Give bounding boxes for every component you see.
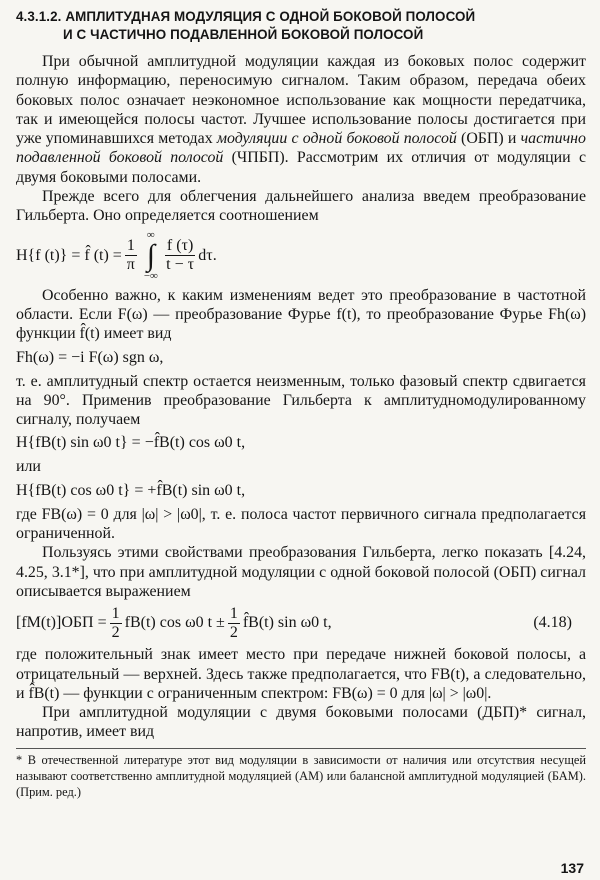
paragraph-hilbert-intro: Прежде всего для облегчения дальнейшего анализа введем преобразование Гильберта. Оно определяется соотношением <box>16 188 586 225</box>
word-or: или <box>16 458 41 476</box>
equation-hilbert-sin: H{fB(t) sin ω0 t} = −f̂B(t) cos ω0 t, <box>16 434 246 452</box>
para1-text-a: При обычной амплитудной модуляции каждая из боковых полос содержит полную информацию, переносимую сигналом. Таким образом, передача обеих боковых полос означает неэкономное использование как мощности передатчика, так и имеющейся полосы частот. Лучшее использование полосы достигается при уже упоминавшихся методах <box>16 53 586 148</box>
section-heading <box>16 8 586 44</box>
section-number: 4.3.1.2. <box>16 9 62 24</box>
equation-fourier: Fh(ω) = −i F(ω) sgn ω, <box>16 348 164 366</box>
fraction-half-1: $\frac{1}{2}$ <box>111 604 120 641</box>
section-title-line1: АМПЛИТУДНАЯ МОДУЛЯЦИЯ С ОДНОЙ БОКОВОЙ ПОЛОСОЙ <box>65 9 476 24</box>
fraction-one-over-pi: $\frac{1}{\pi}$ <box>126 237 135 274</box>
equation-ssb <box>16 601 586 645</box>
equation-number: (4.18) <box>533 614 572 632</box>
hilbert-tail: dτ. <box>198 246 217 264</box>
para1-text-c: (ЧПБП). Рассмотрим их отличия от модуляции с двумя боковыми полосами. <box>16 149 587 186</box>
paragraph-frequency-domain: Особенно важно, к каким изменениям ведет это преобразование в частотной области. Если F(ω) — преобразование Фурье f(t), то преобразование Фурье Fh(ω) функции f̂(t) имеет вид <box>16 286 586 343</box>
paragraph-dsb-intro: При амплитудной модуляции с двумя боковыми полосами (ДБП)* сигнал, напротив, имеет вид <box>16 704 586 741</box>
equation-hilbert <box>16 226 586 286</box>
integral-sign: ∞ ∫ −∞ <box>143 228 158 282</box>
paragraph-band-limited: где FB(ω) = 0 для |ω| > |ω0|, т. е. полоса частот первичного сигнала предполагается ограниченной. <box>16 505 586 543</box>
paragraph-ssb-intro: Пользуясь этими свойствами преобразования Гильберта, легко показать [4.24, 4.25, 3.1*], что при амплитудной модуляции с одной боковой полосой (ОБП) сигнал описывается выражением <box>16 544 586 600</box>
page-number: 137 <box>560 860 584 876</box>
paragraph-sign-meaning: где положительный знак имеет место при передаче нижней боковой полосы, а отрицательный — верхней. Здесь также предполагается, что FB(t), а следовательно, и f̂B(t) — функции с ограниченным спектром: FB(ω) = 0 для |ω| > |ω0|. <box>16 646 586 702</box>
ssb-tail: f̂B(t) sin ω0 t, <box>242 614 332 632</box>
equation-hilbert-cos: H{fB(t) cos ω0 t} = +f̂B(t) sin ω0 t, <box>16 481 246 499</box>
section-title-line2: И С ЧАСТИЧНО ПОДАВЛЕННОЙ БОКОВОЙ ПОЛОСОЙ <box>63 27 424 42</box>
paragraph-intro <box>16 52 586 187</box>
fraction-integrand: $\frac{f (\tau)}{t - \tau}$ <box>166 237 195 274</box>
para1-text-b: (ОБП) и <box>456 130 521 148</box>
fraction-half-2: $\frac{1}{2}$ <box>229 604 238 641</box>
term-vsb: частично подавленной боковой полосой <box>16 130 586 167</box>
paragraph-phase-shift: т. е. амплитудный спектр остается неизменным, только фазовый спектр сдвигается на 90°. Применив преобразование Гильберта к амплитудномодулированному сигналу, получаем <box>16 372 586 429</box>
hilbert-lhs: H{f (t)} = f̂ (t) = <box>16 246 122 264</box>
ssb-lhs: [fM(t)]ОБП = <box>16 614 107 632</box>
term-ssb: модуляции с одной боковой полосой <box>216 130 457 148</box>
footnote: * В отечественной литературе этот вид модуляции в зависимости от наличия или отсутствия несущей называют соответственно амплитудной модуляцией (АМ) или балансной амплитудной модуляцией (БАМ). (Прим. ред.) <box>16 748 586 800</box>
ssb-mid: fB(t) cos ω0 t ± <box>124 614 225 632</box>
